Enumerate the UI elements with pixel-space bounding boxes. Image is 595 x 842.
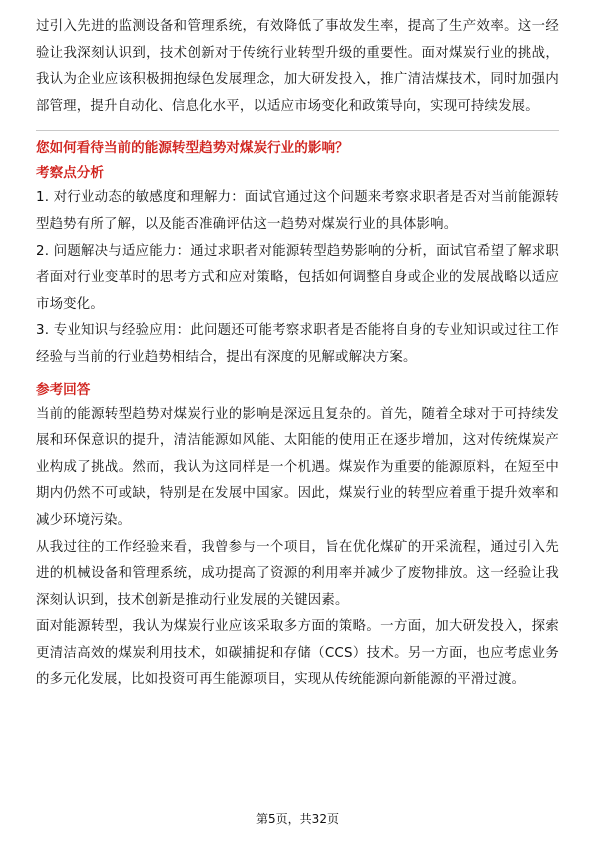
- analysis-point-1: 1. 对行业动态的敏感度和理解力：面试官通过这个问题来考察求职者是否对当前能源转型趋势有所了解，以及能否准确评估这一趋势对煤炭行业的具体影响。: [36, 190, 559, 232]
- question-title: 您如何看待当前的能源转型趋势对煤炭行业的影响？: [36, 140, 349, 157]
- page-footer: 第5页，共32页: [256, 812, 339, 826]
- analysis-heading: 考察点分析: [36, 165, 104, 182]
- reference-paragraph-3: 面对能源转型，我认为煤炭行业应该采取多方面的策略。一方面，加大研发投入，探索更清洁高效的煤炭利用技术，如碳捕捉和存储（CCS）技术。另一方面，也应考虑业务的多元化发展，比如投资可再生能源项目，实现从传统能源向新能源的平滑过渡。: [36, 619, 559, 688]
- reference-paragraph-1: 当前的能源转型趋势对煤炭行业的影响是深远且复杂的。首先，随着全球对于可持续发展和环保意识的提升，清洁能源如风能、太阳能的使用正在逐步增加，这对传统煤炭产业构成了挑战。然而，我认为这同样是一个机遇。煤炭作为重要的能源原料，在短至中期内仍然不可或缺，特别是在发展中国家。因此，煤炭行业的转型应着重于提升效率和减少环境污染。: [36, 406, 559, 528]
- intro-paragraph: 过引入先进的监测设备和管理系统，有效降低了事故发生率，提高了生产效率。这一经验让我深刻认识到，技术创新对于传统行业转型升级的重要性。面对煤炭行业的挑战，我认为企业应该积极拥抱绿色发展理念，加大研发投入，推广清洁煤技术，同时加强内部管理，提升自动化、信息化水平，以适应市场变化和政策导向，实现可持续发展。: [36, 19, 559, 114]
- reference-heading: 参考回答: [36, 381, 91, 398]
- analysis-point-3: 3. 专业知识与经验应用：此问题还可能考察求职者是否能将自身的专业知识或过往工作经验与当前的行业趋势相结合，提出有深度的见解或解决方案。: [36, 323, 559, 365]
- document-body: [36, 14, 559, 694]
- reference-paragraph-2: 从我过往的工作经验来看，我曾参与一个项目，旨在优化煤矿的开采流程，通过引入先进的机械设备和管理系统，成功提高了资源的利用率并减少了废物排放。这一经验让我深刻认识到，技术创新是推动行业发展的关键因素。: [36, 539, 559, 608]
- section-divider: [36, 130, 559, 131]
- analysis-point-2: 2. 问题解决与适应能力：通过求职者对能源转型趋势影响的分析，面试官希望了解求职者面对行业变革时的思考方式和应对策略，包括如何调整自身或企业的发展战略以适应市场变化。: [36, 243, 559, 312]
